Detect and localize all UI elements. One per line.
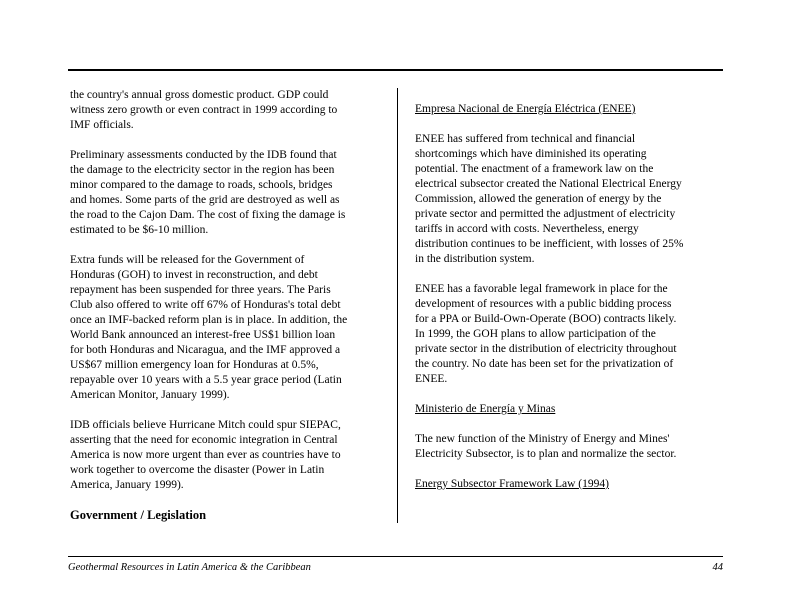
top-rule — [68, 69, 723, 71]
section-heading-ministerio: Ministerio de Energía y Minas — [415, 403, 556, 415]
section-heading-enee: Empresa Nacional de Energía Eléctrica (ENEE) — [415, 103, 636, 115]
left-column — [70, 88, 348, 523]
column-divider — [397, 88, 398, 523]
footer-rule — [68, 556, 723, 557]
footer — [68, 562, 723, 573]
paragraph: Extra funds will be released for the Government of Honduras (GOH) to invest in reconstruction, and debt repayment has been suspended for three years. The Paris Club also offered to write off 67% of Honduras's total debt once an IMF-backed reform plan is in place. In addition, the World Bank announced an interest-free US$1 billion loan for both Honduras and Nicaragua, and the IMF approved a US$67 million emergency loan for Honduras at 0.5%, repayable over 10 years with a 5.5 year grace period (Latin American Monitor, January 1999). — [70, 254, 348, 401]
section-heading-framework-law: Energy Subsector Framework Law (1994) — [415, 478, 609, 490]
paragraph: The new function of the Ministry of Energy and Mines' Electricity Subsector, is to plan and normalize the sector. — [415, 433, 677, 460]
paragraph: ENEE has a favorable legal framework in place for the development of resources with a public bidding process for a PPA or Build-Own-Operate (BOO) contracts likely. In 1999, the GOH plans to allow participation of the private sector in the distribution of electricity throughout the country. No date has been set for the privatization of ENEE. — [415, 283, 677, 385]
paragraph: the country's annual gross domestic product. GDP could witness zero growth or even contract in 1999 according to IMF officials. — [70, 89, 338, 131]
footer-title: Geothermal Resources in Latin America & the Caribbean — [68, 562, 311, 573]
page-number: 44 — [712, 562, 723, 573]
right-column — [415, 102, 687, 507]
section-heading-government-legislation: Government / Legislation — [70, 508, 207, 522]
paragraph: Preliminary assessments conducted by the IDB found that the damage to the electricity sector in the region has been minor compared to the damage to roads, schools, bridges and homes. Some parts of the grid are destroyed as well as the road to the Cajon Dam. The cost of fixing the damage is estimated to be $6-10 million. — [70, 149, 346, 236]
paragraph: IDB officials believe Hurricane Mitch could spur SIEPAC, asserting that the need for economic integration in Central America is now more urgent than ever as countries have to work together to overcome the disaster (Power in Latin America, January 1999). — [70, 419, 341, 491]
paragraph: ENEE has suffered from technical and financial shortcomings which have diminished its operating potential. The enactment of a framework law on the electrical subsector created the National Electrical Energy Commission, allowed the generation of energy by the private sector and permitted the adjustment of electricity tariffs in accord with costs. Nevertheless, energy distribution continues to be inefficient, with losses of 25% in the distribution system. — [415, 133, 684, 265]
